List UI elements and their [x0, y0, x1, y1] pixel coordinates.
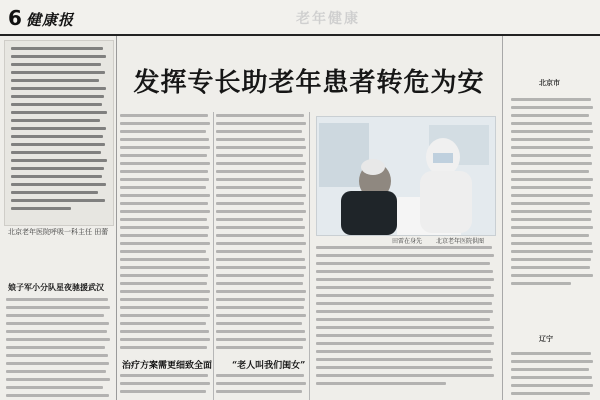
masthead — [0, 0, 600, 36]
left-subhead: 娘子军小分队星夜驰援武汉 — [8, 282, 104, 292]
page-number: 6 — [8, 6, 22, 30]
author-caption: 北京老年医院呼吸一科主任 田蕾 — [8, 228, 109, 236]
masthead-brand: 老年健康 — [296, 11, 360, 27]
photo-illustration — [317, 117, 495, 235]
section-name: 健康报 — [26, 11, 75, 29]
intro-text-lines — [11, 47, 107, 215]
strip-lines-2 — [511, 352, 593, 400]
column-rule — [309, 112, 310, 400]
article-headline: 发挥专长助老年患者转危为安 — [133, 68, 485, 98]
intro-box — [4, 40, 114, 226]
body-column-3 — [316, 246, 494, 390]
body-column-1 — [120, 114, 210, 354]
article-photo — [316, 116, 496, 236]
body-column-1b — [120, 374, 210, 398]
left-column — [0, 36, 117, 400]
photo-caption: 田雷在身先 — [392, 238, 423, 245]
column-rule — [213, 112, 214, 400]
article-subhead: 治疗方案需更细致全面 — [122, 361, 213, 371]
body-column-2b — [216, 374, 306, 398]
photo-credit: 北京老年医院供图 — [436, 238, 485, 245]
article-subhead: “老人叫我们闺女” — [232, 361, 306, 371]
body-column-2 — [216, 114, 306, 354]
strip-lines-1 — [511, 98, 593, 290]
strip-heading: 辽宁 — [539, 335, 553, 343]
left-body-lines — [6, 298, 110, 400]
right-strip — [502, 36, 600, 400]
strip-heading: 北京市 — [539, 79, 560, 87]
